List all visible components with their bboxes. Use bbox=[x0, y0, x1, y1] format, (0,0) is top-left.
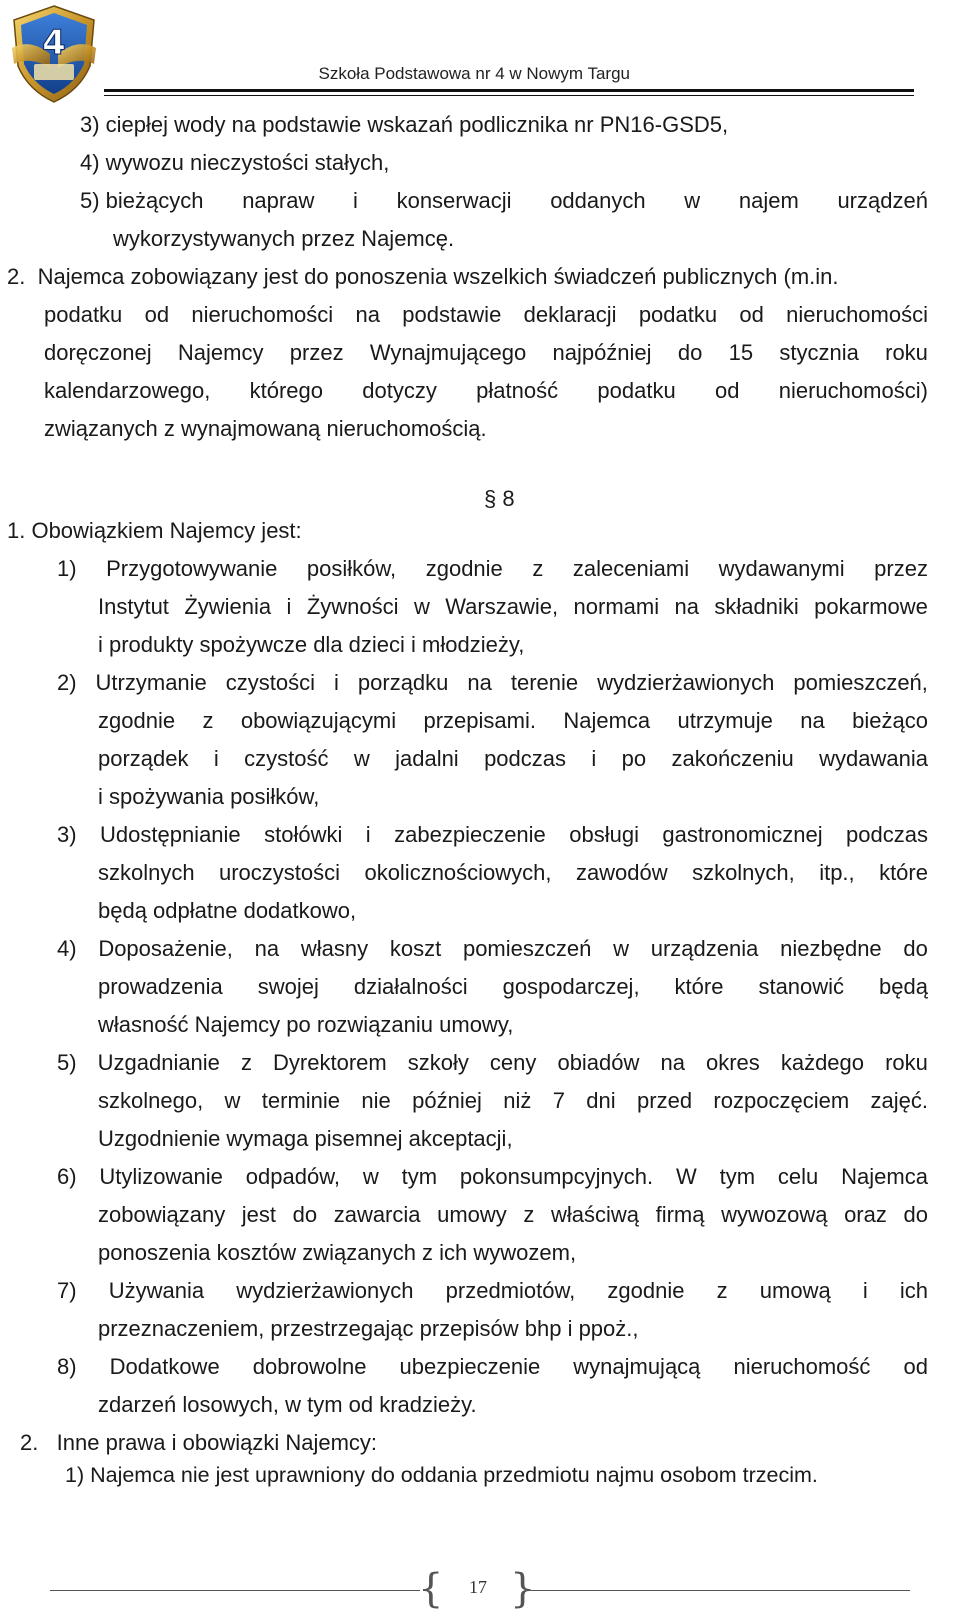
word: celu bbox=[777, 1164, 819, 1189]
text-line: ponoszenia kosztów związanych z ich wywozem, bbox=[98, 1240, 577, 1265]
word: podatku bbox=[638, 302, 718, 327]
word: którego bbox=[249, 378, 324, 403]
word: dni bbox=[586, 1088, 616, 1113]
word: nieruchomość bbox=[733, 1354, 871, 1379]
word: normami bbox=[573, 594, 660, 619]
word: 4) bbox=[57, 936, 77, 961]
text-line bbox=[98, 858, 928, 888]
word: stanowić bbox=[758, 974, 845, 999]
word: nieruchomości) bbox=[778, 378, 928, 403]
word: po bbox=[621, 746, 647, 771]
word: wydzierżawionych bbox=[236, 1278, 414, 1303]
text-line: zdarzeń losowych, w tym od kradzieży. bbox=[98, 1392, 477, 1417]
header-divider-thin bbox=[104, 95, 914, 96]
text-line: 3) ciepłej wody na podstawie wskazań podlicznika nr PN16-GSD5, bbox=[80, 112, 729, 137]
word: pomieszczeń bbox=[462, 936, 592, 961]
section-heading: § 8 bbox=[484, 486, 515, 511]
word: składniki bbox=[714, 594, 799, 619]
word: obiadów bbox=[557, 1050, 640, 1075]
word: z bbox=[202, 708, 214, 733]
word: 15 bbox=[728, 340, 754, 365]
text-line bbox=[98, 592, 928, 622]
word: terenie bbox=[510, 670, 579, 695]
word: 8) bbox=[57, 1354, 77, 1379]
word: 1) bbox=[57, 556, 77, 581]
word: uroczystości bbox=[219, 860, 341, 885]
word: porządku bbox=[357, 670, 449, 695]
word: rozpoczęciem bbox=[713, 1088, 850, 1113]
word: 5) bbox=[57, 1050, 77, 1075]
word: 2) bbox=[57, 670, 77, 695]
text-line bbox=[44, 338, 928, 368]
word: stycznia bbox=[779, 340, 859, 365]
text-line: związanych z wynajmowaną nieruchomością. bbox=[44, 416, 487, 441]
word: zobowiązany bbox=[98, 1202, 226, 1227]
word: będą bbox=[879, 974, 928, 999]
logo-number: 4 bbox=[42, 23, 66, 63]
word: stołówki bbox=[264, 822, 343, 847]
word: Dyrektorem bbox=[273, 1050, 387, 1075]
word: zgodnie bbox=[425, 556, 503, 581]
word: Żywienia bbox=[184, 594, 272, 619]
word: niż bbox=[503, 1088, 532, 1113]
list-item bbox=[57, 1276, 928, 1306]
word: szkoły bbox=[407, 1050, 469, 1075]
word: Dodatkowe bbox=[109, 1354, 220, 1379]
word: i bbox=[365, 822, 371, 847]
text-line bbox=[98, 706, 928, 736]
text-line bbox=[44, 376, 928, 406]
word: na bbox=[800, 708, 825, 733]
word: oraz bbox=[844, 1202, 887, 1227]
list-item: 1) Najemca nie jest uprawniony do oddania przedmiotu najmu osobom trzecim. bbox=[65, 1463, 818, 1487]
list-item bbox=[57, 1048, 928, 1078]
word: do bbox=[903, 1202, 928, 1227]
word: nie bbox=[361, 1088, 391, 1113]
word: niezbędne bbox=[780, 936, 882, 961]
word: Najemca bbox=[563, 708, 651, 733]
word: utrzymuje bbox=[677, 708, 773, 733]
word: ceny bbox=[489, 1050, 537, 1075]
word: 7) bbox=[57, 1278, 77, 1303]
word: w bbox=[353, 746, 370, 771]
school-name: Szkoła Podstawowa nr 4 w Nowym Targu bbox=[318, 64, 630, 83]
word: na bbox=[467, 670, 492, 695]
word: płatność bbox=[476, 378, 559, 403]
word: urządzeń bbox=[837, 188, 928, 213]
word: i bbox=[213, 746, 219, 771]
word: itp., bbox=[819, 860, 855, 885]
word: z bbox=[240, 1050, 252, 1075]
word: pomieszczeń, bbox=[793, 670, 928, 695]
word: zawodów bbox=[575, 860, 668, 885]
word: okres bbox=[705, 1050, 760, 1075]
word: zgodnie bbox=[607, 1278, 685, 1303]
word: okolicznościowych, bbox=[364, 860, 552, 885]
word: które bbox=[674, 974, 724, 999]
word: i bbox=[334, 670, 339, 695]
word: w bbox=[613, 936, 629, 961]
school-logo-icon bbox=[10, 4, 98, 104]
word: ubezpieczenie bbox=[399, 1354, 541, 1379]
word: Doposażenie, bbox=[98, 936, 233, 961]
word: dotyczy bbox=[362, 378, 437, 403]
text-line bbox=[98, 1086, 928, 1116]
word: szkolnych bbox=[98, 860, 195, 885]
word: do bbox=[903, 936, 928, 961]
word: jest bbox=[241, 1202, 277, 1227]
page-header bbox=[0, 0, 960, 110]
word: i bbox=[353, 188, 358, 213]
text-line: własność Najemcy po rozwiązaniu umowy, bbox=[98, 1012, 514, 1037]
word: podczas bbox=[846, 822, 928, 847]
word: nieruchomości bbox=[191, 302, 334, 327]
word: ich bbox=[899, 1278, 928, 1303]
page-number: 17 bbox=[469, 1577, 487, 1597]
word: W bbox=[675, 1164, 697, 1189]
word: na bbox=[674, 594, 699, 619]
word: 3) bbox=[57, 822, 77, 847]
word: jadalni bbox=[395, 746, 459, 771]
text-line bbox=[98, 1200, 928, 1230]
word: pokonsumpcyjnych. bbox=[459, 1164, 654, 1189]
word: pokarmowe bbox=[814, 594, 928, 619]
word: później bbox=[412, 1088, 482, 1113]
word: bieżąco bbox=[852, 708, 928, 733]
word: 5) bieżących bbox=[80, 188, 204, 213]
text-line: przeznaczeniem, przestrzegając przepisów bhp i ppoż., bbox=[98, 1316, 639, 1341]
word: Żywności bbox=[306, 594, 399, 619]
word: tym bbox=[719, 1164, 756, 1189]
word: podstawie bbox=[402, 302, 502, 327]
word: nieruchomości bbox=[786, 302, 928, 327]
text-line bbox=[44, 300, 928, 330]
word: od bbox=[739, 302, 764, 327]
word: od bbox=[714, 378, 740, 403]
word: na bbox=[355, 302, 380, 327]
word: 6) bbox=[57, 1164, 77, 1189]
word: Utylizowanie bbox=[99, 1164, 223, 1189]
word: które bbox=[879, 860, 928, 885]
word: w bbox=[224, 1088, 241, 1113]
list-item bbox=[57, 554, 928, 584]
word: podatku bbox=[44, 302, 123, 327]
text-line: wykorzystywanych przez Najemcę. bbox=[113, 226, 455, 251]
word: z bbox=[532, 556, 544, 581]
list-heading: 1. Obowiązkiem Najemcy jest: bbox=[7, 518, 302, 543]
word: zabezpieczenie bbox=[394, 822, 546, 847]
word: zaleceniami bbox=[572, 556, 690, 581]
list-item bbox=[57, 820, 928, 850]
word: do bbox=[677, 340, 703, 365]
word: odpadów, bbox=[245, 1164, 340, 1189]
text-line bbox=[98, 744, 928, 774]
word: deklaracji bbox=[523, 302, 617, 327]
word: swojej bbox=[257, 974, 319, 999]
word: firmą bbox=[655, 1202, 705, 1227]
page-footer bbox=[0, 1565, 960, 1616]
text-line bbox=[80, 186, 928, 216]
word: do bbox=[292, 1202, 318, 1227]
word: czystość bbox=[244, 746, 329, 771]
text-line: Uzgodnienie wymaga pisemnej akceptacji, bbox=[98, 1126, 513, 1151]
word: napraw bbox=[242, 188, 315, 213]
word: na bbox=[660, 1050, 685, 1075]
word: własny bbox=[300, 936, 369, 961]
word: z bbox=[523, 1202, 535, 1227]
text-line: 2. Najemca zobowiązany jest do ponoszenia wszelkich świadczeń publicznych (m.in. bbox=[7, 264, 839, 289]
word: szkolnych, bbox=[692, 860, 795, 885]
word: przepisami. bbox=[423, 708, 536, 733]
word: podatku bbox=[597, 378, 676, 403]
text-line: będą odpłatne dodatkowo, bbox=[98, 898, 357, 923]
word: z bbox=[716, 1278, 728, 1303]
word: urządzenia bbox=[650, 936, 759, 961]
list-heading: 2. Inne prawa i obowiązki Najemcy: bbox=[20, 1430, 378, 1455]
word: w bbox=[413, 594, 430, 619]
text-line: i spożywania posiłków, bbox=[98, 784, 320, 809]
word: Wynajmującego bbox=[369, 340, 527, 365]
word: wydzierżawionych bbox=[597, 670, 775, 695]
word: doręczonej bbox=[44, 340, 152, 365]
word: koszt bbox=[389, 936, 442, 961]
word: Warszawie, bbox=[445, 594, 559, 619]
word: posiłków, bbox=[306, 556, 397, 581]
word: wydawania bbox=[819, 746, 928, 771]
word: umowy bbox=[437, 1202, 507, 1227]
list-item bbox=[57, 668, 928, 698]
word: wynajmującą bbox=[573, 1354, 701, 1379]
word: dobrowolne bbox=[252, 1354, 367, 1379]
word: Najemcy bbox=[177, 340, 264, 365]
header-divider bbox=[104, 89, 914, 92]
word: i bbox=[286, 594, 292, 619]
word: Używania bbox=[108, 1278, 205, 1303]
word: Najemca bbox=[841, 1164, 928, 1189]
word: zgodnie bbox=[98, 708, 176, 733]
word: prowadzenia bbox=[98, 974, 223, 999]
word: na bbox=[254, 936, 280, 961]
word: zakończeniu bbox=[671, 746, 794, 771]
text-line bbox=[98, 972, 928, 1002]
word: każdego bbox=[780, 1050, 865, 1075]
word: zawarcia bbox=[333, 1202, 421, 1227]
word: wywozową bbox=[721, 1202, 828, 1227]
footer-rule-right bbox=[530, 1590, 910, 1591]
word: podczas bbox=[484, 746, 567, 771]
word: umową bbox=[759, 1278, 831, 1303]
footer-bracket-left: { bbox=[418, 1566, 444, 1612]
word: przez bbox=[874, 556, 928, 581]
word: działalności bbox=[353, 974, 468, 999]
word: porządek bbox=[98, 746, 189, 771]
word: szkolnego, bbox=[98, 1088, 204, 1113]
word: Udostępnianie bbox=[100, 822, 241, 847]
word: najem bbox=[738, 188, 799, 213]
text-line: 4) wywozu nieczystości stałych, bbox=[80, 150, 390, 175]
word: przez bbox=[289, 340, 344, 365]
word: gastronomicznej bbox=[662, 822, 823, 847]
word: roku bbox=[885, 1050, 928, 1075]
list-item bbox=[57, 1352, 928, 1382]
word: przedmiotów, bbox=[445, 1278, 576, 1303]
word: roku bbox=[885, 340, 928, 365]
word: Uzgadnianie bbox=[97, 1050, 220, 1075]
list-item bbox=[57, 934, 928, 964]
word: właściwą bbox=[550, 1202, 640, 1227]
word: zajęć. bbox=[870, 1088, 928, 1113]
word: gospodarczej, bbox=[502, 974, 640, 999]
word: i bbox=[862, 1278, 868, 1303]
word: w bbox=[362, 1164, 379, 1189]
word: od bbox=[144, 302, 170, 327]
word: przed bbox=[637, 1088, 693, 1113]
word: wydawanymi bbox=[718, 556, 845, 581]
word: obowiązującymi bbox=[240, 708, 397, 733]
word: czystości bbox=[225, 670, 316, 695]
word: obsługi bbox=[569, 822, 639, 847]
text-line: i produkty spożywcze dla dzieci i młodzieży, bbox=[98, 632, 525, 657]
word: 7 bbox=[552, 1088, 565, 1113]
word: od bbox=[903, 1354, 928, 1379]
word: najpóźniej bbox=[552, 340, 652, 365]
word: Instytut bbox=[98, 594, 169, 619]
word: tym bbox=[401, 1164, 438, 1189]
list-item bbox=[57, 1162, 928, 1192]
footer-bracket-right: } bbox=[510, 1566, 536, 1612]
word: w bbox=[684, 188, 701, 213]
word: terminie bbox=[261, 1088, 341, 1113]
word: i bbox=[591, 746, 597, 771]
word: konserwacji bbox=[396, 188, 512, 213]
footer-rule-left bbox=[50, 1590, 420, 1591]
word: kalendarzowego, bbox=[44, 378, 211, 403]
word: Utrzymanie bbox=[95, 670, 207, 695]
word: oddanych bbox=[550, 188, 646, 213]
word: Przygotowywanie bbox=[106, 556, 278, 581]
